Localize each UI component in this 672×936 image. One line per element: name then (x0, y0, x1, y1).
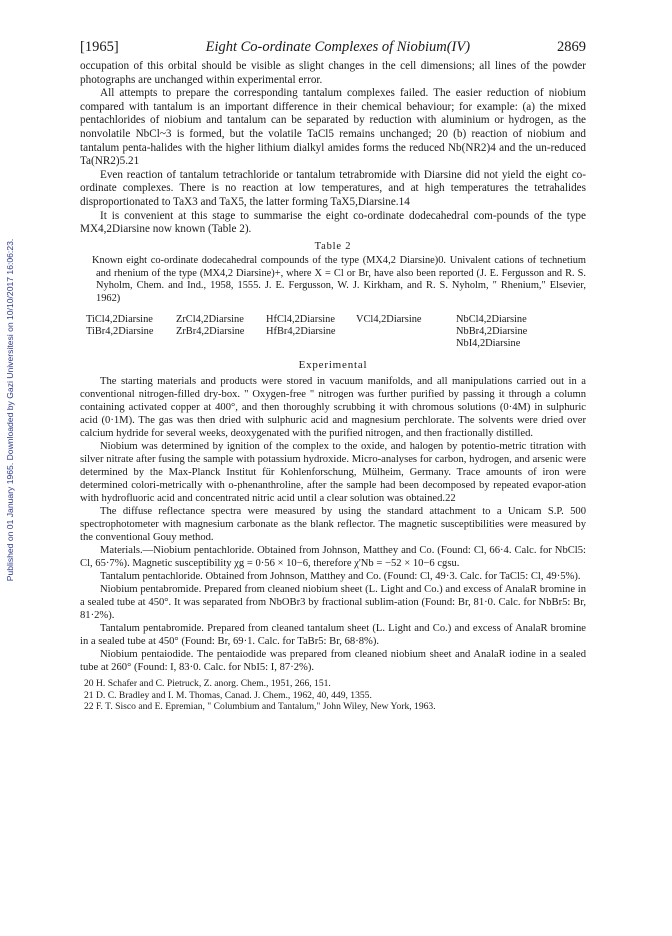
header-year: [1965] (80, 39, 119, 55)
table-cell: NbCl4,2Diarsine (456, 313, 527, 325)
experimental-paragraph-1: The starting materials and products were stored in vacuum manifolds, and all manipulations carried out in a conventional nitrogen-filled dry-box. " Oxygen-free " nitrogen was further purified by passing it through a column containing activated copper at 400°, and then thoroughly scrubbing it with chromous solutions (0·4M) in sulphuric acid (0·1M). The gas was then dried with sulphuric acid and magnesium perchlorate. The solvents were dried over calcium hydride for several weeks, deoxygenated with the purified nitrogen, and then fractionally distilled. (80, 376, 586, 440)
download-watermark-text: Published on 01 January 1965. Downloaded by Gazi Universitesi on 10/10/2017 16:06:23. (5, 238, 15, 582)
materials-niobium-pentabromide: Niobium pentabromide. Prepared from cleaned niobium sheet (L. Light and Co.) and excess of AnalaR bromine in a sealed tube at 450°. It was separated from NbOBr3 by fractional sublim-ation (Found: Br, 81·0. Calc. for NbBr5: Br, 81·2%). (80, 584, 586, 622)
table-caption: Table 2 (314, 240, 352, 252)
table-cell (86, 338, 176, 350)
section-heading-experimental: Experimental (298, 359, 368, 372)
experimental-paragraph-3: The diffuse reflectance spectra were measured by using the standard attachment to a Unicam S.P. 500 spectrophotometer with magnesium carbonate as the blank reflector. The magnetic susceptibilities were measured by the conventional Gouy method. (80, 506, 586, 544)
table-cell: NbI4,2Diarsine (456, 337, 521, 349)
footnote: 20 H. Schafer and C. Pietruck, Z. anorg. Chem., 1951, 266, 151. (84, 678, 331, 690)
table-note: Known eight co-ordinate dodecahedral compounds of the type (MX4,2 Diarsine)0. Univalent cations of technetium and rhenium of the type (MX4,2 Diarsine)+, where X = Cl or Br, have also been reported (J. E. Fergusson and R. S. Nyholm, Chem. and Ind., 1958, 1555. J. E. Fergusson, W. J. Kirkham, and R. S. Nyholm, " Rhenium," Elsevier, 1962) (92, 254, 586, 305)
table-cell: VCl4,2Diarsine (356, 313, 422, 325)
table-cell (266, 338, 356, 350)
paragraph-2: All attempts to prepare the corresponding tantalum complexes failed. The easier reduction of niobium compared with tantalum is an important difference in their chemical behaviour; for example: (a) the mixed pentachlorides of niobium and tantalum can be separated by reduction with aluminium or hydrogen, as the nonvolatile NbCl~3 is formed, but the volatile TaCl5 remains unchanged; 20 (b) reaction of niobium and tantalum penta-halides with the higher lithium dialkyl amides forms the reduced Nb(NR2)4 and the un-reduced Ta(NR2)5.21 (80, 87, 586, 168)
header-title: Eight Co-ordinate Complexes of Niobium(IV) (205, 39, 471, 55)
paper-page (80, 38, 586, 713)
footnote: 21 D. C. Bradley and I. M. Thomas, Canad. J. Chem., 1962, 40, 449, 1355. (84, 689, 372, 701)
table-cell: TiCl4,2Diarsine (86, 313, 153, 325)
materials-tantalum-pentachloride: Tantalum pentachloride. Obtained from Johnson, Matthey and Co. (Found: Cl, 49·3. Calc. for TaCl5: Cl, 49·5%). (100, 571, 581, 583)
experimental-section (80, 375, 586, 674)
footnotes (80, 678, 586, 712)
running-header (80, 38, 586, 56)
materials-niobium-pentachloride: Materials.—Niobium pentachloride. Obtained from Johnson, Matthey and Co. (Found: Cl, 66·4. Calc. for NbCl5: Cl, 65·7%). Magnetic susceptibility χg = 0·56 × 10−6, therefore χ'Nb = −52 × 10−6 cgsu. (80, 545, 586, 570)
materials-tantalum-pentabromide: Tantalum pentabromide. Prepared from cleaned tantalum sheet (L. Light and Co.) and excess of AnalaR bromine in a sealed tube at 450° (Found: Br, 69·1. Calc. for TaBr5: Br, 68·8%). (80, 623, 586, 648)
table-cell: HfCl4,2Diarsine (266, 313, 335, 325)
paragraph-1: occupation of this orbital should be visible as slight changes in the cell dimensions; all lines of the powder photographs are unchanged within experimental error. (80, 60, 586, 86)
paragraph-4: It is convenient at this stage to summarise the eight co-ordinate dodecahedral com-pounds of the type MX4,2Diarsine now known (Table 2). (80, 209, 586, 236)
header-page-number: 2869 (556, 39, 586, 55)
table-cell: ZrCl4,2Diarsine (176, 313, 244, 325)
compound-table (86, 314, 586, 349)
download-watermark (2, 150, 18, 670)
table-cell (176, 338, 266, 350)
table-cell: TiBr4,2Diarsine (86, 325, 154, 337)
materials-niobium-pentaiodide: Niobium pentaiodide. The pentaiodide was prepared from cleaned niobium sheet and AnalaR iodine in a sealed tube at 260° (Found: I, 83·0. Calc. for NbI5: I, 87·2%). (80, 649, 586, 674)
table-cell: HfBr4,2Diarsine (266, 325, 336, 337)
table-cell (356, 326, 456, 338)
table-cell: ZrBr4,2Diarsine (176, 325, 245, 337)
footnote: 22 F. T. Sisco and E. Epremian, " Columbium and Tantalum," John Wiley, New York, 1963. (84, 701, 436, 713)
experimental-paragraph-2: Niobium was determined by ignition of the complex to the oxide, and halogen by potentio-metric titration with silver nitrate after fusing the sample with potassium hydroxide. Micro-analyses for carbon, hydrogen, and arsenic were determined by the Max-Planck Institut für Kohlenforschung, Mülheim, Germany. Trace amounts of iron were determined colori-metrically with o-phenanthroline, after the sample had been decomposed by repeated evapor-ation with hydrofluoric acid and concentrated nitric acid until a clear solution was obtained.22 (80, 441, 586, 505)
table-cell (356, 338, 456, 350)
table-cell: NbBr4,2Diarsine (456, 325, 528, 337)
paragraph-3: Even reaction of tantalum tetrachloride or tantalum tetrabromide with Diarsine did not yield the eight co-ordinate complexes. There is no reaction at low temperatures, and at high temperatures the tetrahalides disproportionated to TaX3 and TaX5, the latter forming TaX5,Diarsine.14 (80, 168, 586, 208)
